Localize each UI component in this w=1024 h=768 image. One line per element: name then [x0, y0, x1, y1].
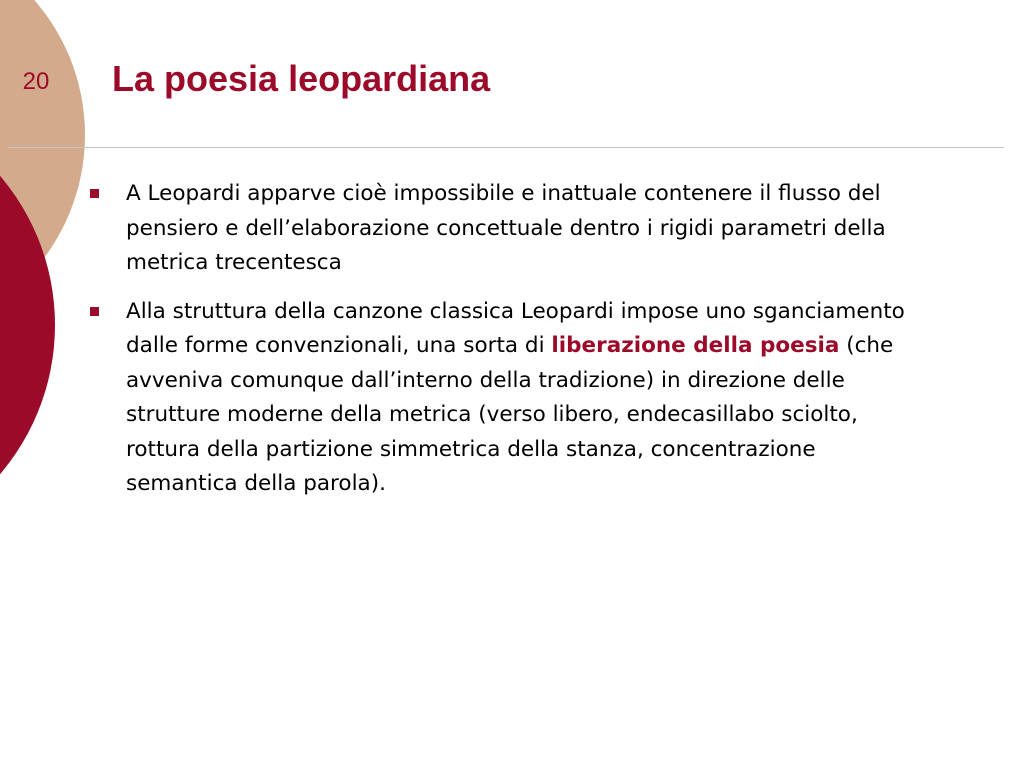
bullet-item	[90, 295, 920, 502]
square-bullet-icon	[90, 189, 99, 198]
bullet-text-before: Alla struttura della canzone classica Leopardi impose uno sganciamento dalle forme convenzionali, una sorta di	[126, 298, 905, 358]
slide-title: La poesia leopardiana	[112, 58, 491, 99]
title-divider	[8, 147, 1004, 148]
highlighted-phrase: liberazione della poesia	[551, 333, 840, 358]
bullet-text: A Leopardi apparve cioè impossibile e inattuale contenere il flusso del pensiero e dell’elaborazione concettuale dentro i rigidi parametri della metrica trecentesca	[126, 181, 886, 275]
bullet-item	[90, 177, 920, 281]
bullet-text-after: (che avveniva comunque dall’interno della tradizione) in direzione delle strutture moderne della metrica (verso libero, endecasillabo sciolto, rottura della partizione simmetrica della stanza, concentrazione semantica della parola).	[126, 333, 894, 496]
bullet-text	[126, 299, 905, 497]
square-bullet-icon	[90, 307, 99, 316]
slide-number: 20	[22, 68, 50, 95]
bullet-list	[90, 177, 920, 502]
